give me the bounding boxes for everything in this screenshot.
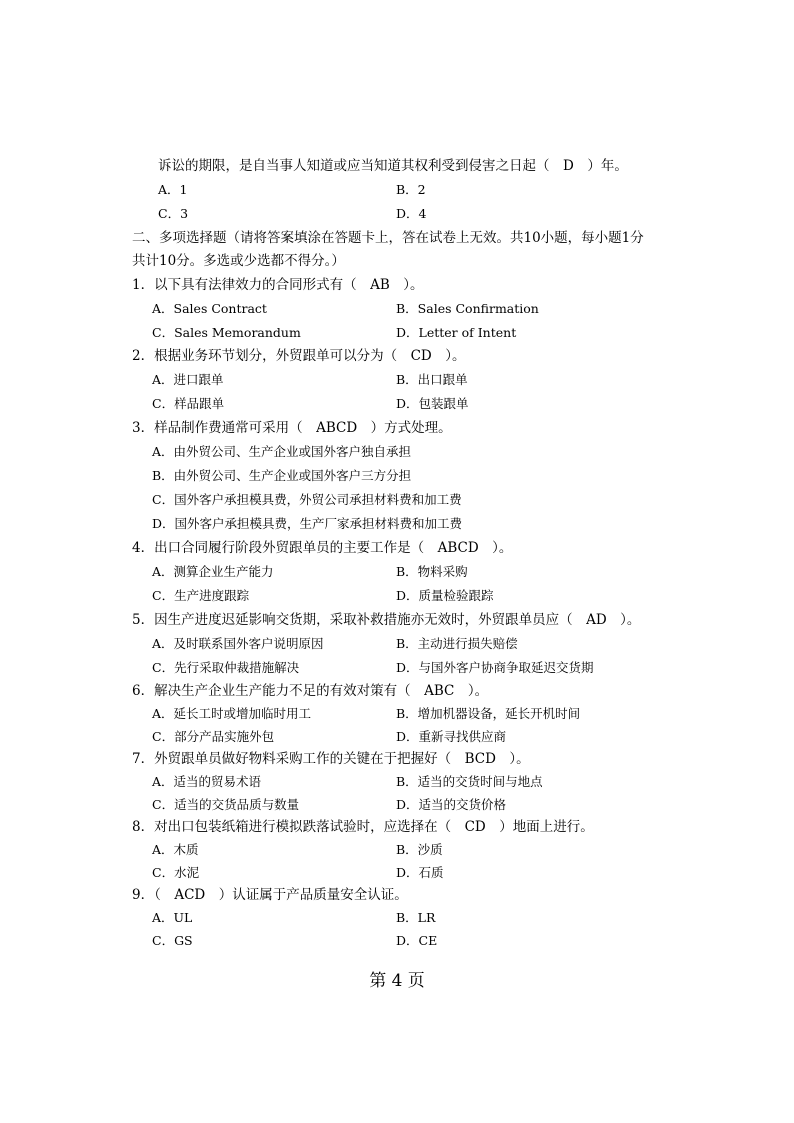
question-7-option-d: D．适当的交货价格	[396, 797, 507, 812]
question-7-option-c: C．适当的交货品质与数量	[152, 797, 300, 812]
question-9-stem: 9．（ ACD ）认证属于产品质量安全认证。	[132, 887, 408, 903]
page-number: 第 4 页	[369, 971, 425, 991]
question-5-option-b: B．主动进行损失赔偿	[396, 636, 518, 651]
question-3-option-b: B．由外贸公司、生产企业或国外客户三方分担	[152, 468, 412, 483]
question-2-option-b: B．出口跟单	[396, 372, 468, 387]
question-3-option-c: C．国外客户承担模具费，外贸公司承担材料费和加工费	[152, 492, 462, 507]
question-8-option-d: D．石质	[396, 865, 444, 880]
question-7-stem: 7．外贸跟单员做好物料采购工作的关键在于把握好（ BCD ）。	[132, 751, 530, 767]
question-2-option-d: D．包装跟单	[396, 396, 469, 411]
question-4-option-b: B．物料采购	[396, 564, 468, 579]
question-6-option-c: C．部分产品实施外包	[152, 729, 275, 744]
question-7-option-b: B．适当的交货时间与地点	[396, 774, 543, 789]
prev-option-a: A．1	[158, 182, 188, 197]
question-1-stem: 1．以下具有法律效力的合同形式有（ AB ）。	[132, 277, 424, 293]
question-6-option-d: D．重新寻找供应商	[396, 729, 507, 744]
section-heading-line2: 共计10分。多选或少选都不得分。）	[132, 253, 345, 269]
prev-question-stem: 诉讼的期限，是自当事人知道或应当知道其权利受到侵害之日起（ D ）年。	[158, 158, 628, 174]
question-2-option-c: C．样品跟单	[152, 396, 225, 411]
question-6-option-b: B．增加机器设备，延长开机时间	[396, 706, 581, 721]
question-4-option-c: C．生产进度跟踪	[152, 588, 250, 603]
question-5-stem: 5．因生产进度迟延影响交货期，采取补救措施亦无效时，外贸跟单员应（ AD ）。	[132, 612, 641, 628]
question-3-option-a: A．由外贸公司、生产企业或国外客户独自承担	[152, 444, 412, 459]
question-6-stem: 6．解决生产企业生产能力不足的有效对策有（ ABC ）。	[132, 683, 489, 699]
question-6-option-a: A．延长工时或增加临时用工	[152, 706, 312, 721]
question-9-option-a: A．UL	[152, 910, 193, 925]
question-1-option-d: D．Letter of Intent	[396, 325, 517, 340]
question-8-stem: 8．对出口包装纸箱进行模拟跌落试验时，应选择在（ CD ）地面上进行。	[132, 819, 594, 835]
question-5-option-c: C．先行采取仲裁措施解决	[152, 660, 300, 675]
question-5-option-d: D．与国外客户协商争取延迟交货期	[396, 660, 594, 675]
question-9-option-b: B．LR	[396, 910, 436, 925]
question-1-option-b: B．Sales Confirmation	[396, 301, 539, 316]
question-4-stem: 4．出口合同履行阶段外贸跟单员的主要工作是（ ABCD ）。	[132, 540, 513, 556]
question-1-option-c: C．Sales Memorandum	[152, 325, 301, 340]
question-3-option-d: D．国外客户承担模具费，生产厂家承担材料费和加工费	[152, 516, 463, 531]
question-8-option-c: C．水泥	[152, 865, 200, 880]
prev-option-b: B．2	[396, 182, 426, 197]
question-3-stem: 3．样品制作费通常可采用（ ABCD ）方式处理。	[132, 420, 452, 436]
question-8-option-b: B．沙质	[396, 842, 443, 857]
section-heading-line1: 二、多项选择题（请将答案填涂在答题卡上，答在试卷上无效。共10小题，每小题1分	[132, 230, 644, 246]
question-9-option-c: C．GS	[152, 933, 193, 948]
prev-option-d: D．4	[396, 206, 427, 221]
question-2-stem: 2．根据业务环节划分，外贸跟单可以分为（ CD ）。	[132, 348, 466, 364]
question-2-option-a: A．进口跟单	[152, 372, 224, 387]
question-7-option-a: A．适当的贸易术语	[152, 774, 262, 789]
question-5-option-a: A．及时联系国外客户说明原因	[152, 636, 324, 651]
question-4-option-d: D．质量检验跟踪	[396, 588, 494, 603]
question-8-option-a: A．木质	[152, 842, 199, 857]
question-9-option-d: D．CE	[396, 933, 438, 948]
prev-option-c: C．3	[158, 206, 189, 221]
question-4-option-a: A．测算企业生产能力	[152, 564, 274, 579]
question-1-option-a: A．Sales Contract	[152, 301, 267, 316]
